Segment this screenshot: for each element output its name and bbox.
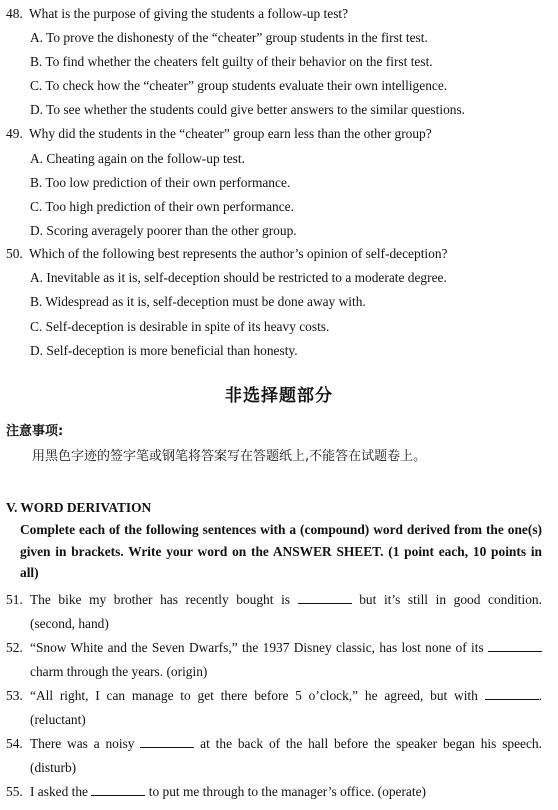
answer-blank xyxy=(91,782,145,796)
item-sentence-continued: charm through the years. (origin) xyxy=(30,664,208,679)
question-50-option-b: B. Widespread as it is, self-deception must be done away with. xyxy=(30,294,366,309)
sentence-before-blank: I asked the xyxy=(30,784,89,799)
question-49 xyxy=(6,126,546,142)
word-derivation-heading: V. WORD DERIVATION xyxy=(6,500,152,515)
question-50-option-d: D. Self-deception is more beneficial than honesty. xyxy=(30,343,298,358)
word-derivation-instruction: Complete each of the following sentences with a (compound) word derived from the one(s) given in brackets. Write your word on the ANSWER SHEET. (1 point each, 10 points in all) xyxy=(20,522,542,580)
item-number: 54. xyxy=(6,736,23,751)
item-hint: (disturb) xyxy=(30,760,77,775)
question-50-option-a: A. Inevitable as it is, self-deception should be restricted to a moderate degree. xyxy=(30,270,447,285)
notice-body: 用黑色字迹的签字笔或钢笔将答案写在答题纸上,不能答在试题卷上。 xyxy=(32,449,427,464)
item-sentence xyxy=(30,636,542,660)
sentence-before-blank: “All right, I can manage to get there before 5 o’clock,” he agreed, but with xyxy=(30,688,478,703)
item-hint: (reluctant) xyxy=(30,712,86,727)
question-number: 49. xyxy=(6,126,23,141)
item-sentence xyxy=(30,780,542,804)
question-48 xyxy=(6,6,546,22)
item-number: 55. xyxy=(6,784,23,799)
item-sentence xyxy=(30,588,542,612)
answer-blank xyxy=(488,638,542,652)
question-49-option-c: C. Too high prediction of their own performance. xyxy=(30,199,294,214)
item-sentence xyxy=(30,732,542,756)
answer-blank xyxy=(298,590,352,604)
item-sentence xyxy=(30,684,542,708)
sentence-after-blank: to put me through to the manager’s office. (operate) xyxy=(148,784,427,799)
question-number: 48. xyxy=(6,6,23,21)
question-number: 50. xyxy=(6,246,23,261)
item-hint: (second, hand) xyxy=(30,616,109,631)
question-49-option-b: B. Too low prediction of their own performance. xyxy=(30,175,291,190)
sentence-before-blank: “Snow White and the Seven Dwarfs,” the 1937 Disney classic, has lost none of its xyxy=(30,640,484,655)
question-48-option-d: D. To see whether the students could give better answers to the similar questions. xyxy=(30,102,466,117)
answer-blank xyxy=(140,734,194,748)
question-stem: Why did the students in the “cheater” group earn less than the other group? xyxy=(29,126,432,141)
question-49-option-a: A. Cheating again on the follow-up test. xyxy=(30,151,245,166)
answer-blank xyxy=(485,686,539,700)
sentence-after-blank: but it’s still in good condition. xyxy=(359,592,542,607)
sentence-before-blank: There was a noisy xyxy=(30,736,135,751)
sentence-after-blank: at the back of the hall before the speaker began his speech. xyxy=(200,736,542,751)
question-50 xyxy=(6,246,546,262)
sentence-after-blank: . xyxy=(538,688,542,703)
question-50-option-c: C. Self-deception is desirable in spite of its heavy costs. xyxy=(30,319,330,334)
section-title: 非选择题部分 xyxy=(225,386,333,406)
question-48-option-c: C. To check how the “cheater” group students evaluate their own intelligence. xyxy=(30,78,448,93)
item-number: 51. xyxy=(6,592,23,607)
question-stem: Which of the following best represents the author’s opinion of self-deception? xyxy=(29,246,448,261)
notice-heading: 注意事项: xyxy=(6,424,64,439)
question-stem: What is the purpose of giving the students a follow-up test? xyxy=(29,6,349,21)
question-48-option-b: B. To find whether the cheaters felt guilty of their behavior on the first test. xyxy=(30,54,433,69)
item-number: 53. xyxy=(6,688,23,703)
question-49-option-d: D. Scoring averagely poorer than the other group. xyxy=(30,223,297,238)
sentence-before-blank: The bike my brother has recently bought is xyxy=(30,592,291,607)
question-48-option-a: A. To prove the dishonesty of the “cheater” group students in the first test. xyxy=(30,30,428,45)
item-number: 52. xyxy=(6,640,23,655)
